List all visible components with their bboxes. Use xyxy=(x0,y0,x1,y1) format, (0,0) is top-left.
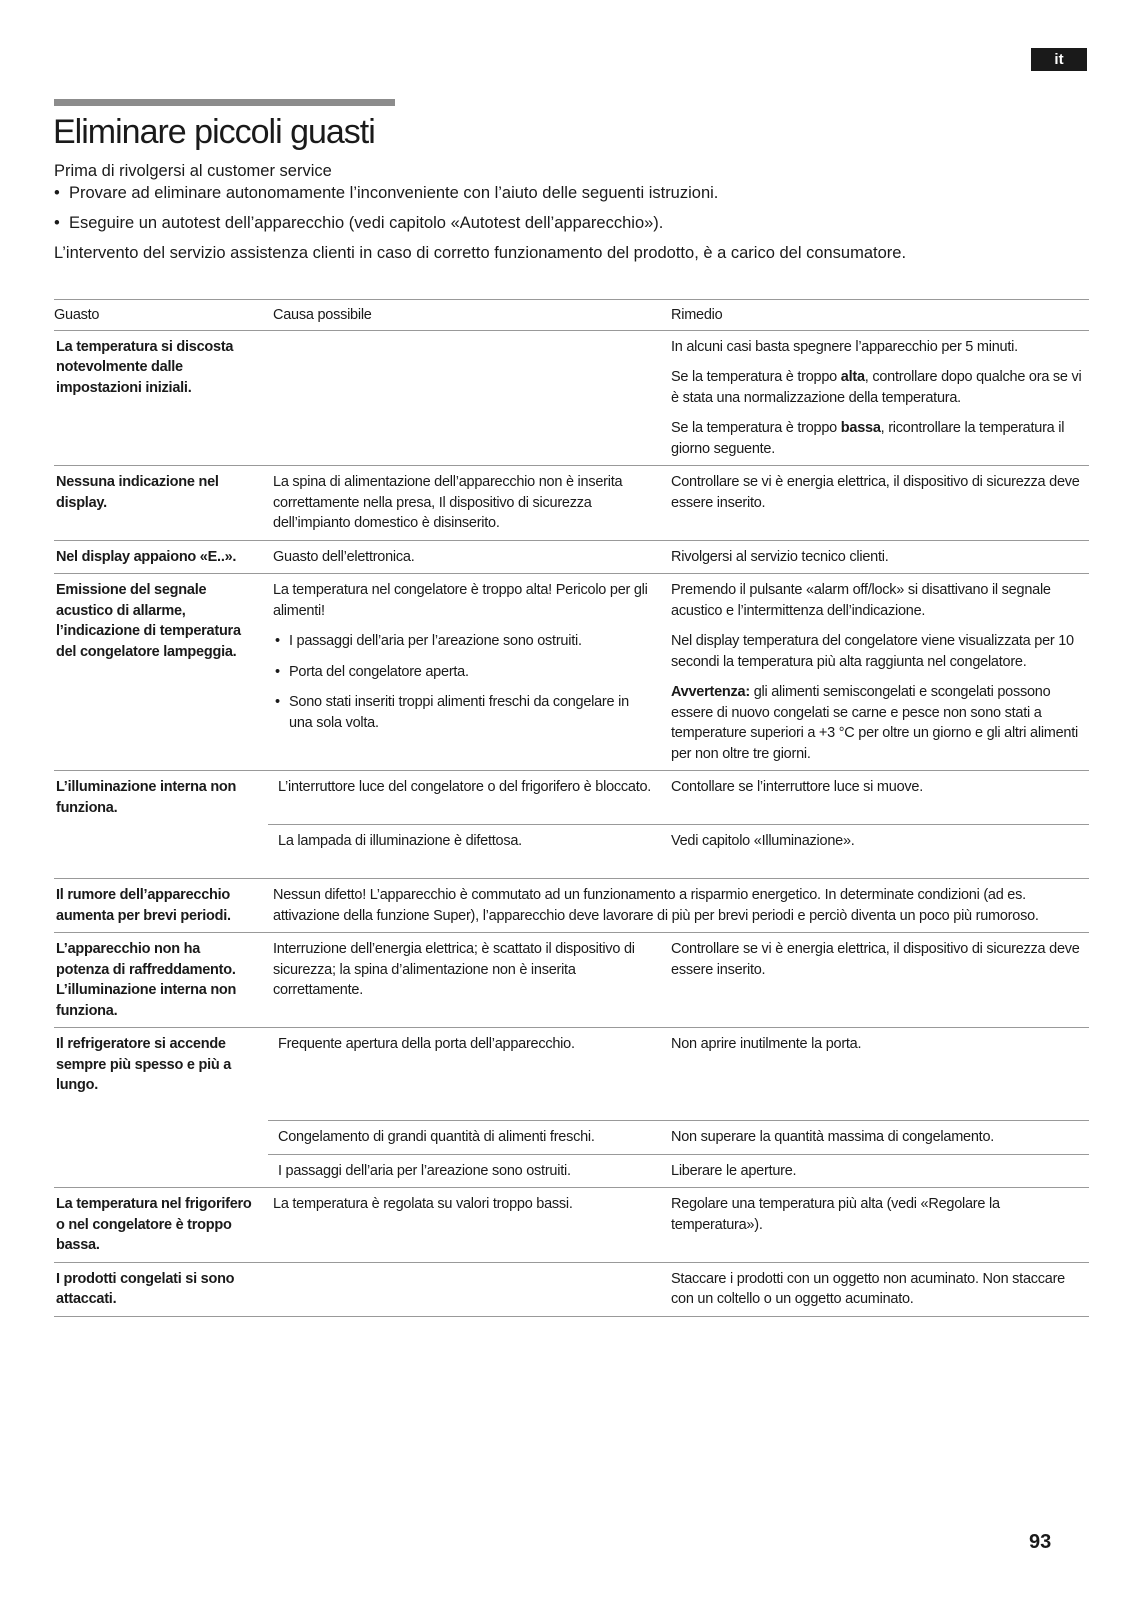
cause-cell: Frequente apertura della porta dell’apparecchio. xyxy=(278,1036,575,1052)
remedy-cell: Rivolgersi al servizio tecnico clienti. xyxy=(671,548,889,565)
fault-cell: La temperatura si discosta notevolmente dalle impostazioni iniziali. xyxy=(56,338,234,396)
intro-section xyxy=(54,162,1094,263)
cause-cell: Congelamento di grandi quantità di alimenti freschi. xyxy=(268,1120,664,1154)
language-badge: it xyxy=(1031,48,1087,71)
remedy-text: Se la temperatura è troppo alta, controllare dopo qualche ora se vi è stata una normalizzazione della temperatura. xyxy=(671,369,1082,406)
cause-cell: Interruzione dell’energia elettrica; è scattato il dispositivo di sicurezza; la spina d’alimentazione non è inserita correttamente. xyxy=(273,941,635,998)
cause-cell xyxy=(263,1263,664,1316)
intro-subtitle: Prima di rivolgersi al customer service xyxy=(54,162,332,180)
intro-bullet: • Eseguire un autotest dell’apparecchio (vedi capitolo «Autotest dell’apparecchio»). xyxy=(54,214,1094,233)
troubleshooting-table xyxy=(54,299,1089,1317)
fault-cell: Il refrigeratore si accende sempre più spesso e più a lungo. xyxy=(56,1036,232,1093)
page-title: Eliminare piccoli guasti xyxy=(53,113,375,151)
remedy-cell: Liberare le aperture. xyxy=(664,1154,1089,1188)
remedy-cell xyxy=(664,331,1089,466)
header-cause: Causa possibile xyxy=(273,307,372,323)
remedy-cell: Non superare la quantità massima di congelamento. xyxy=(664,1120,1089,1154)
fault-cell: Nel display appaiono «E..». xyxy=(56,548,237,565)
fault-cell: L’apparecchio non ha potenza di raffreddamento. L’illuminazione interna non funziona. xyxy=(56,941,237,1019)
cause-cell xyxy=(263,331,664,466)
remedy-cell: Contollare se l’interruttore luce si muove. xyxy=(671,779,923,795)
fault-cell: Il rumore dell’apparecchio aumenta per brevi periodi. xyxy=(56,887,231,924)
fault-cell: Emissione del segnale acustico di allarme, l’indicazione di temperatura del congelatore lampeggia. xyxy=(56,582,241,660)
cause-cell: I passaggi dell’aria per l’areazione sono ostruiti. xyxy=(268,1154,664,1188)
table-row xyxy=(54,1263,1089,1317)
table-row xyxy=(54,1028,1089,1188)
table-row xyxy=(54,574,1089,771)
fault-cell: I prodotti congelati si sono attaccati. xyxy=(56,1270,235,1307)
warning-label: Avvertenza: xyxy=(671,684,750,700)
sub-rows xyxy=(263,1028,1089,1187)
title-accent-bar xyxy=(54,99,395,106)
fault-cell: La temperatura nel frigorifero o nel congelatore è troppo bassa. xyxy=(56,1196,252,1253)
remedy-text: Nel display temperatura del congelatore viene visualizzata per 10 secondi la temperatura più alta raggiunta nel congelatore. xyxy=(671,633,1074,670)
cause-cell: La lampada di illuminazione è difettosa. xyxy=(268,824,664,878)
remedy-cell: Regolare una temperatura più alta (vedi «Regolare la temperatura»). xyxy=(671,1196,1000,1233)
remedy-cell: Controllare se vi è energia elettrica, il dispositivo di sicurezza deve essere inserito. xyxy=(671,941,1080,978)
intro-bullet: • Provare ad eliminare autonomamente l’inconveniente con l’aiuto delle seguenti istruzioni. xyxy=(54,184,1094,203)
table-row xyxy=(54,331,1089,467)
page-number: 93 xyxy=(1029,1531,1052,1553)
remedy-cell: Non aprire inutilmente la porta. xyxy=(671,1036,862,1052)
cause-bullet: • Porta del congelatore aperta. xyxy=(273,662,654,683)
remedy-text: Se la temperatura è troppo bassa, ricontrollare la temperatura il giorno seguente. xyxy=(671,420,1065,457)
remedy-cell: Controllare se vi è energia elettrica, il dispositivo di sicurezza deve essere inserito. xyxy=(671,474,1080,511)
header-remedy: Rimedio xyxy=(671,307,723,323)
warning-text: gli alimenti semiscongelati e scongelati possono essere di nuovo congelati se carne e pesce non sono stati a temperature superiori a +3 °C per oltre un giorno e gli altri alimenti per non oltre tre giorni. xyxy=(671,684,1078,762)
sub-rows xyxy=(263,771,1089,878)
remedy-cell: Vedi capitolo «Illuminazione». xyxy=(664,824,1089,878)
table-row xyxy=(54,933,1089,1028)
remedy-text: Premendo il pulsante «alarm off/lock» si disattivano il segnale acustico e l’intermittenza dell’indicazione. xyxy=(671,582,1051,619)
cause-remedy-cell: Nessun difetto! L’apparecchio è commutato ad un funzionamento a risparmio energetico. In determinate condizioni (ad es. attivazione della funzione Super), l’apparecchio deve lavorare di più per brevi periodi e perciò diventa un poco più rumoroso. xyxy=(273,887,1039,924)
remedy-cell: Staccare i prodotti con un oggetto non acuminato. Non staccare con un coltello o un oggetto acuminato. xyxy=(671,1270,1065,1307)
cause-cell: L’interruttore luce del congelatore o del frigorifero è bloccato. xyxy=(278,779,652,795)
header-fault: Guasto xyxy=(54,307,100,323)
fault-cell: L’illuminazione interna non funziona. xyxy=(56,779,237,816)
table-row xyxy=(54,466,1089,541)
fault-cell: Nessuna indicazione nel display. xyxy=(56,474,219,511)
cause-bullet: • Sono stati inseriti troppi alimenti freschi da congelare in una sola volta. xyxy=(273,692,654,733)
remedy-cell xyxy=(664,574,1089,770)
cause-cell xyxy=(263,574,664,770)
warning-note xyxy=(671,682,1087,764)
intro-note: L’intervento del servizio assistenza clienti in caso di corretto funzionamento del prodotto, è a carico del consumatore. xyxy=(54,244,907,262)
cause-cell: Guasto dell’elettronica. xyxy=(273,548,415,565)
cause-text: La temperatura nel congelatore è troppo alta! Pericolo per gli alimenti! xyxy=(273,582,648,619)
cause-bullet: • I passaggi dell’aria per l’areazione sono ostruiti. xyxy=(273,631,654,652)
table-row xyxy=(54,1188,1089,1263)
cause-cell: La temperatura è regolata su valori troppo bassi. xyxy=(273,1196,573,1212)
remedy-text: In alcuni casi basta spegnere l’apparecchio per 5 minuti. xyxy=(671,338,1018,355)
table-row xyxy=(54,771,1089,879)
cause-cell: La spina di alimentazione dell’apparecchio non è inserita correttamente nella presa, Il dispositivo di sicurezza dell’impianto domestico è disinserito. xyxy=(273,474,623,531)
table-header xyxy=(54,299,1089,331)
table-row xyxy=(54,541,1089,575)
table-row xyxy=(54,879,1089,933)
